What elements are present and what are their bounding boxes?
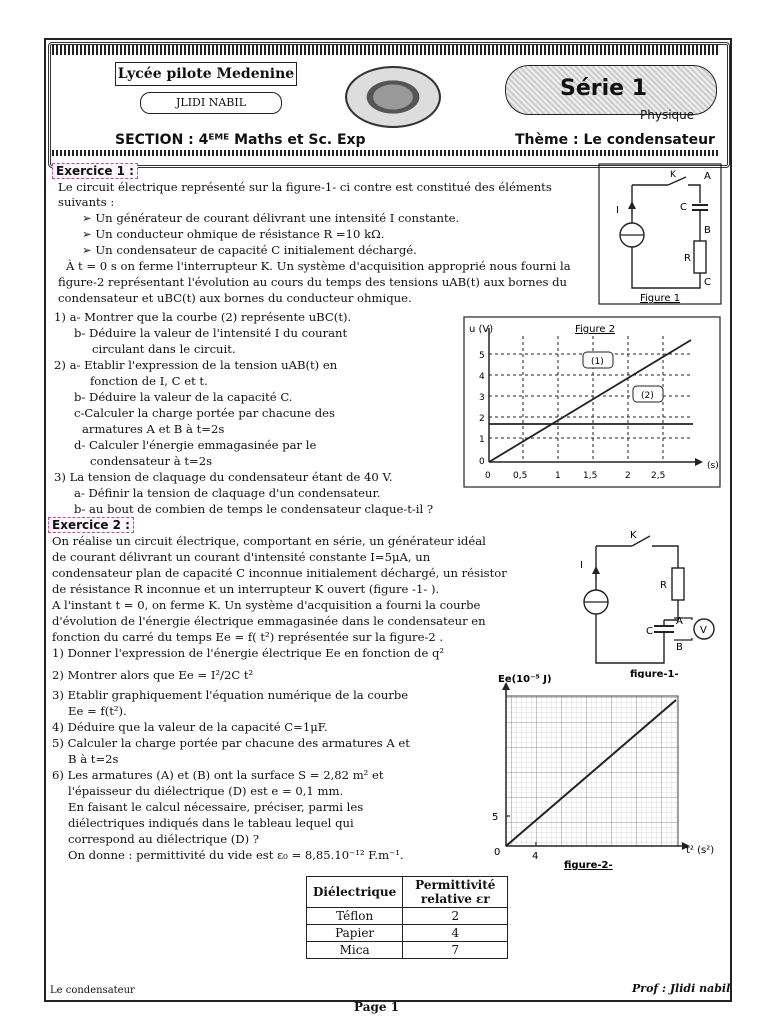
table-row — [307, 925, 508, 942]
teacher-name: JLIDI NABIL — [140, 92, 282, 114]
ex2-q1: 1) Donner l'expression de l'énergie électrique Ee en fonction de q² — [52, 646, 445, 660]
ex1-text-2: suivants : — [58, 195, 115, 209]
school-name: Lycée pilote Medenine — [115, 62, 297, 86]
resistor-2 — [672, 568, 684, 600]
ex2-text-6: d'évolution de l'énergie électrique emmagasinée dans le condensateur en — [52, 614, 486, 628]
ex1-q2a: 2) a- Etablir l'expression de la tension uAB(t) en — [54, 358, 338, 372]
ytick-1: 1 — [479, 435, 485, 445]
dielectric-table — [306, 876, 508, 959]
label-k: K — [670, 170, 676, 180]
ex1-text-4: ➢ Un conducteur ohmique de résistance R =10 kΩ. — [82, 227, 385, 241]
xtick-1-5: 1,5 — [583, 471, 598, 481]
ex2-q6-line2: l'épaisseur du diélectrique (D) est e = 0,1 mm. — [68, 784, 344, 798]
xtick-2: 2 — [625, 471, 631, 481]
exercise-1-title: Exercice 1 : — [52, 163, 138, 179]
exercise-2-title: Exercice 2 : — [48, 517, 134, 533]
ex2-q3-cont: Ee = f(t²). — [68, 704, 127, 718]
dielectric-name: Mica — [307, 942, 403, 959]
header-permittivity: Permittivité relative εr — [403, 877, 508, 908]
figure-2-graph — [463, 316, 721, 488]
label-a: A — [704, 171, 711, 182]
section-label: SECTION : 4ᴱᴹᴱ Maths et Sc. Exp — [115, 132, 366, 148]
ex2-text-3: condensateur plan de capacité C inconnue initialement déchargé, un résistor — [52, 566, 507, 580]
dielectric-name: Téflon — [307, 908, 403, 925]
ex2-text-7: fonction du carré du temps Ee = f( t²) représentée sur la figure-2 . — [52, 630, 444, 644]
ex2-figure-1-caption: figure-1- — [630, 669, 679, 678]
header-hatch-top — [52, 45, 720, 55]
ex1-q3a: a- Définir la tension de claquage d'un condensateur. — [74, 486, 381, 500]
figure-1-caption: Figure 1 — [640, 293, 681, 304]
ex1-text-5: ➢ Un condensateur de capacité C initialement déchargé. — [82, 243, 417, 257]
ex2-text-2: de courant délivrant un courant d'intensité constante I=5μA, un — [52, 550, 431, 564]
ytick-4: 4 — [479, 372, 485, 382]
xtick-0: 0 — [485, 471, 491, 481]
fig2-xunit: (s) — [707, 461, 719, 471]
xtick-2-5: 2,5 — [651, 471, 666, 481]
ex1-q1a: 1) a- Montrer que la courbe (2) représente uBC(t). — [54, 310, 352, 324]
dielectric-value: 4 — [403, 925, 508, 942]
ex1-text-7: figure-2 représentant l'évolution au cours du temps des tensions uAB(t) aux bornes du — [58, 275, 567, 289]
ex2-text-4: de résistance R inconnue et un interrupteur K ouvert (figure -1- ). — [52, 582, 440, 596]
ex1-q2d-cont: condensateur à t=2s — [90, 454, 213, 468]
ex2-q3: 3) Etablir graphiquement l'équation numérique de la courbe — [52, 688, 409, 702]
fig4-ylabel: Ee(10⁻⁵ J) — [498, 674, 552, 685]
label-i: I — [616, 205, 619, 216]
ex2-q6-line4: diélectriques indiqués dans le tableau lequel qui — [68, 816, 354, 830]
table-row — [307, 908, 508, 925]
ex2-text-5: A l'instant t = 0, on ferme K. Un système d'acquisition a fourni la courbe — [52, 598, 481, 612]
figure-2-caption: Figure 2 — [575, 324, 616, 335]
fig2-ylabel: u (V) — [469, 324, 494, 335]
ex2-q6: 6) Les armatures (A) et (B) ont la surface S = 2,82 m² et — [52, 768, 384, 782]
dielectric-value: 7 — [403, 942, 508, 959]
ex1-text-6: À t = 0 s on ferme l'interrupteur K. Un système d'acquisition approprié nous fourni la — [66, 259, 571, 273]
header-dielectric: Diélectrique — [307, 877, 403, 908]
dielectric-name: Papier — [307, 925, 403, 942]
ex2-q4: 4) Déduire que la valeur de la capacité C=1μF. — [52, 720, 328, 734]
ytick-5: 5 — [479, 351, 485, 361]
ex2-text-1: On réalise un circuit électrique, comportant en série, un générateur idéal — [52, 534, 486, 548]
resistor — [694, 241, 706, 273]
label-b-2: B — [676, 642, 683, 653]
header-hatch-bottom — [52, 150, 720, 156]
label-c: C — [680, 202, 687, 213]
footer-left: Le condensateur — [50, 985, 135, 996]
school-logo — [345, 66, 441, 128]
dielectric-value: 2 — [403, 908, 508, 925]
xtick-1: 1 — [555, 471, 561, 481]
ex1-q1b-cont: circulant dans le circuit. — [92, 342, 236, 356]
ex1-q2b: b- Déduire la valeur de la capacité C. — [74, 390, 293, 404]
ytick-3: 3 — [479, 393, 485, 403]
ex1-q3: 3) La tension de claquage du condensateur étant de 40 V. — [54, 470, 393, 484]
curve-1-label: (1) — [591, 357, 604, 367]
fig4-origin: 0 — [494, 847, 501, 858]
ex1-q1b: b- Déduire la valeur de l'intensité I du courant — [74, 326, 348, 340]
fig4-xtick-4: 4 — [532, 851, 539, 862]
label-i-2: I — [580, 560, 583, 571]
label-v: V — [700, 625, 707, 636]
ytick-0: 0 — [479, 457, 485, 467]
ex2-q2: 2) Montrer alors que Ee = I²/2C t² — [52, 668, 254, 682]
ex2-figure-2-caption: figure-2- — [564, 860, 613, 871]
ex1-q2c: c-Calculer la charge portée par chacune des — [74, 406, 335, 420]
ex2-q5: 5) Calculer la charge portée par chacune des armatures A et — [52, 736, 410, 750]
ytick-2: 2 — [479, 414, 485, 424]
exercise-2-graph — [486, 672, 722, 874]
exercise-2-circuit — [574, 528, 720, 678]
label-r-2: R — [660, 580, 667, 591]
fig4-xlabel: t² (s²) — [686, 845, 715, 856]
ex1-q2c-cont: armatures A et B à t=2s — [82, 422, 225, 436]
ex1-text-8: condensateur et uBC(t) aux bornes du conducteur ohmique. — [58, 291, 412, 305]
footer-right: Prof : Jlidi nabil — [632, 982, 731, 995]
subject-label: Physique — [640, 108, 695, 122]
ex2-q5-cont: B à t=2s — [68, 752, 119, 766]
ex1-text-1: Le circuit électrique représenté sur la figure-1- ci contre est constitué des éléments — [58, 180, 552, 194]
label-b: B — [704, 225, 711, 236]
ex2-given: On donne : permittivité du vide est ε₀ = 8,85.10⁻¹² F.m⁻¹. — [68, 848, 404, 862]
ex1-text-3: ➢ Un générateur de courant délivrant une intensité I constante. — [82, 211, 460, 225]
fig4-ytick-5: 5 — [492, 812, 499, 823]
label-c-node: C — [704, 277, 711, 288]
curve-2-label: (2) — [641, 391, 654, 401]
ex2-q6-line5: correspond au diélectrique (D) ? — [68, 832, 260, 846]
ex1-q2d: d- Calculer l'énergie emmagasinée par le — [74, 438, 317, 452]
theme-label: Thème : Le condensateur — [515, 132, 715, 148]
page-number: Page 1 — [354, 1000, 400, 1014]
ex1-q2a-cont: fonction de I, C et t. — [90, 374, 208, 388]
table-header-row — [307, 877, 508, 908]
xtick-0-5: 0,5 — [513, 471, 528, 481]
ex2-q6-line3: En faisant le calcul nécessaire, préciser, parmi les — [68, 800, 364, 814]
label-a-2: A — [676, 616, 683, 627]
label-c-2: C — [646, 626, 653, 637]
table-row — [307, 942, 508, 959]
label-r: R — [684, 253, 691, 264]
figure-1-circuit — [598, 163, 722, 305]
ex1-q3b: b- au bout de combien de temps le condensateur claque-t-il ? — [74, 502, 434, 516]
serie-title: Série 1 — [560, 76, 648, 101]
label-k-2: K — [630, 530, 637, 541]
